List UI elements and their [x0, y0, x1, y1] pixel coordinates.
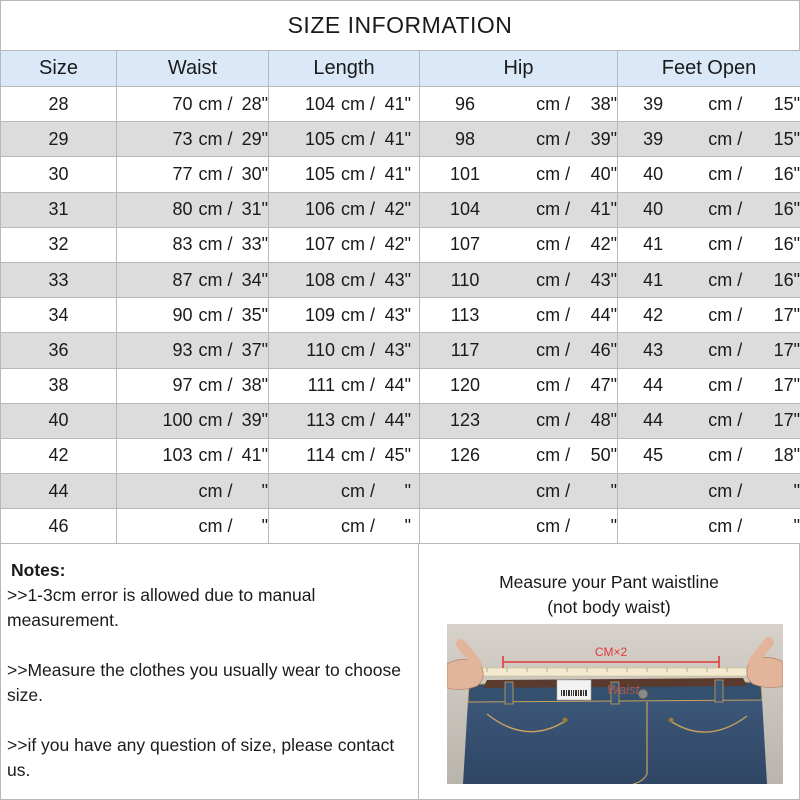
length-inch-value: ": [404, 480, 411, 501]
length-cell: [269, 262, 420, 297]
feet-cell: [618, 262, 800, 297]
hip-cm-unit: cm /: [536, 269, 571, 290]
length-cm-unit: cm /: [341, 410, 375, 431]
feet-cm-unit: cm /: [708, 339, 743, 360]
length-cm-value: 107: [304, 234, 335, 255]
hip-cm-value: 107: [450, 234, 481, 255]
waist-inch-value: 39": [241, 410, 268, 431]
feet-cm-unit: cm /: [708, 445, 743, 466]
feet-cell: [618, 474, 800, 509]
length-cm-unit: cm /: [341, 234, 375, 255]
hip-cell: [420, 122, 618, 157]
length-cell: [269, 368, 420, 403]
length-inch-value: 43": [384, 304, 411, 325]
hip-inch-value: 47": [590, 375, 617, 396]
waist-cm-unit: cm /: [198, 93, 233, 114]
length-cm-unit: cm /: [341, 128, 375, 149]
waist-cell: [117, 368, 269, 403]
feet-inch-value: 17": [773, 375, 800, 396]
length-cm-unit: cm /: [341, 304, 375, 325]
feet-cm-unit: cm /: [708, 234, 743, 255]
header-row: [1, 51, 800, 87]
hip-cell: [420, 87, 618, 122]
hip-cm-unit: cm /: [536, 93, 571, 114]
size-cell: 30: [1, 157, 117, 192]
length-inch-value: 43": [384, 269, 411, 290]
waist-tag-label: Waist: [606, 682, 640, 697]
hip-cm-value: 101: [450, 163, 481, 184]
hip-inch-value: 44": [590, 304, 617, 325]
hip-cm-unit: cm /: [536, 410, 571, 431]
length-cm-unit: cm /: [341, 445, 375, 466]
feet-cm-value: 39: [643, 93, 664, 114]
hip-cm-unit: cm /: [536, 199, 571, 220]
hip-inch-value: 50": [590, 445, 617, 466]
length-inch-value: 43": [384, 339, 411, 360]
waist-cm-unit: cm /: [198, 410, 233, 431]
table-row: [1, 333, 800, 368]
feet-inch-value: 17": [773, 410, 800, 431]
waist-cm-unit: cm /: [198, 304, 233, 325]
feet-cell: [618, 368, 800, 403]
length-cm-unit: cm /: [341, 480, 375, 501]
feet-cm-value: 39: [643, 128, 664, 149]
measure-caption: [419, 570, 799, 620]
waist-cell: [117, 192, 269, 227]
feet-cell: [618, 157, 800, 192]
waist-cm-value: 103: [162, 445, 193, 466]
hip-inch-value: 46": [590, 339, 617, 360]
feet-cm-value: 42: [643, 304, 664, 325]
waist-cell: [117, 122, 269, 157]
header-hip: Hip: [420, 51, 618, 87]
waist-cm-value: 73: [172, 128, 193, 149]
length-cell: [269, 298, 420, 333]
length-cell: [269, 509, 420, 544]
length-cm-value: 110: [306, 339, 335, 360]
size-cell: 38: [1, 368, 117, 403]
hip-inch-value: 39": [590, 128, 617, 149]
header-size: Size: [1, 51, 117, 87]
waist-cell: [117, 403, 269, 438]
table-row: [1, 227, 800, 262]
length-cm-value: 106: [304, 199, 335, 220]
feet-cm-unit: cm /: [708, 410, 743, 431]
measure-caption-line-2: (not body waist): [547, 597, 671, 617]
feet-inch-value: 16": [773, 199, 800, 220]
cm-x2-label: CM×2: [594, 645, 628, 659]
length-cm-value: 109: [304, 304, 335, 325]
length-cm-value: 113: [306, 410, 335, 431]
size-cell: 33: [1, 262, 117, 297]
size-cell: 36: [1, 333, 117, 368]
table-row: [1, 474, 800, 509]
feet-cm-value: 45: [643, 445, 664, 466]
notes-title: Notes:: [11, 560, 66, 580]
waist-measure-photo: [447, 624, 783, 784]
length-inch-value: ": [404, 515, 411, 536]
waist-cm-value: 70: [172, 93, 193, 114]
feet-cell: [618, 333, 800, 368]
hip-inch-value: ": [610, 480, 617, 501]
length-inch-value: 44": [384, 410, 411, 431]
waist-cm-unit: cm /: [198, 375, 233, 396]
hip-inch-value: ": [610, 515, 617, 536]
notes-section: [1, 544, 419, 799]
length-cm-unit: cm /: [341, 269, 375, 290]
chart-title: SIZE INFORMATION: [0, 0, 800, 50]
feet-inch-value: 16": [773, 234, 800, 255]
size-cell: 40: [1, 403, 117, 438]
hip-cell: [420, 474, 618, 509]
feet-inch-value: 18": [773, 445, 800, 466]
hip-inch-value: 38": [590, 93, 617, 114]
feet-cell: [618, 227, 800, 262]
waist-cm-value: 80: [172, 199, 193, 220]
length-cell: [269, 438, 420, 473]
feet-cell: [618, 298, 800, 333]
waist-cell: [117, 227, 269, 262]
header-feet-open: Feet Open: [618, 51, 800, 87]
size-table: [0, 50, 800, 544]
length-cm-unit: cm /: [341, 163, 375, 184]
waist-cm-value: 83: [172, 234, 193, 255]
waist-inch-value: 38": [241, 375, 268, 396]
hip-cm-value: 104: [450, 199, 481, 220]
length-cell: [269, 157, 420, 192]
hip-cell: [420, 509, 618, 544]
feet-cell: [618, 438, 800, 473]
waist-inch-value: 30": [241, 163, 268, 184]
feet-cm-unit: cm /: [708, 304, 743, 325]
length-cm-value: 104: [304, 93, 335, 114]
feet-cm-unit: cm /: [708, 199, 743, 220]
feet-cell: [618, 87, 800, 122]
size-table-body: [1, 87, 800, 544]
feet-cm-value: 43: [643, 339, 664, 360]
hip-cell: [420, 333, 618, 368]
size-cell: 32: [1, 227, 117, 262]
feet-cm-unit: cm /: [708, 480, 743, 501]
length-cm-unit: cm /: [341, 93, 375, 114]
waist-cell: [117, 157, 269, 192]
length-cm-unit: cm /: [341, 339, 375, 360]
feet-inch-value: 16": [773, 269, 800, 290]
feet-inch-value: ": [793, 515, 800, 536]
waist-inch-value: 29": [241, 128, 268, 149]
waist-cm-unit: cm /: [198, 269, 233, 290]
hip-cell: [420, 368, 618, 403]
waist-cm-unit: cm /: [198, 515, 233, 536]
hip-cell: [420, 157, 618, 192]
waist-inch-value: 41": [241, 445, 268, 466]
feet-cm-value: 41: [643, 269, 664, 290]
hip-cm-unit: cm /: [536, 339, 571, 360]
hip-cm-unit: cm /: [536, 234, 571, 255]
feet-cm-value: 40: [643, 199, 664, 220]
waist-cm-value: 100: [162, 410, 193, 431]
measure-section: [419, 544, 799, 799]
feet-inch-value: 17": [773, 304, 800, 325]
table-row: [1, 403, 800, 438]
feet-cm-value: 40: [643, 163, 664, 184]
feet-cell: [618, 509, 800, 544]
waist-cell: [117, 438, 269, 473]
hip-inch-value: 48": [590, 410, 617, 431]
feet-cm-unit: cm /: [708, 128, 743, 149]
hip-cell: [420, 438, 618, 473]
waist-inch-value: 28": [241, 93, 268, 114]
feet-inch-value: ": [793, 480, 800, 501]
table-row: [1, 298, 800, 333]
note-item: >>if you have any question of size, please contact us.: [7, 735, 395, 780]
feet-inch-value: 17": [773, 339, 800, 360]
table-row: [1, 157, 800, 192]
length-inch-value: 45": [384, 445, 411, 466]
header-length: Length: [269, 51, 420, 87]
length-cell: [269, 192, 420, 227]
hip-inch-value: 42": [590, 234, 617, 255]
length-cm-unit: cm /: [341, 375, 375, 396]
hip-cm-unit: cm /: [536, 480, 571, 501]
table-row: [1, 438, 800, 473]
waist-cm-unit: cm /: [198, 234, 233, 255]
hip-cm-value: 120: [450, 375, 481, 396]
jeans-illustration: [447, 624, 783, 784]
feet-cm-value: 44: [643, 375, 664, 396]
hip-cm-unit: cm /: [536, 163, 571, 184]
length-cell: [269, 227, 420, 262]
length-inch-value: 41": [384, 163, 411, 184]
length-cell: [269, 122, 420, 157]
length-cm-value: 108: [304, 269, 335, 290]
waist-cm-unit: cm /: [198, 339, 233, 360]
hip-cell: [420, 262, 618, 297]
hip-cm-unit: cm /: [536, 375, 571, 396]
waist-cm-value: 93: [172, 339, 193, 360]
length-cell: [269, 474, 420, 509]
hip-cell: [420, 403, 618, 438]
size-cell: 34: [1, 298, 117, 333]
waist-inch-value: 35": [241, 304, 268, 325]
length-cm-unit: cm /: [341, 199, 375, 220]
waist-cm-unit: cm /: [198, 128, 233, 149]
waist-cell: [117, 262, 269, 297]
length-cm-value: 105: [304, 128, 335, 149]
feet-cm-unit: cm /: [708, 269, 743, 290]
feet-cm-unit: cm /: [708, 515, 743, 536]
waist-inch-value: 31": [241, 199, 268, 220]
length-cell: [269, 403, 420, 438]
info-panel: [0, 543, 800, 800]
hip-cell: [420, 227, 618, 262]
table-row: [1, 192, 800, 227]
length-cm-value: 111: [307, 375, 335, 396]
feet-cell: [618, 403, 800, 438]
size-cell: 28: [1, 87, 117, 122]
hip-cm-unit: cm /: [536, 515, 571, 536]
length-inch-value: 41": [384, 93, 411, 114]
hip-cm-value: 113: [450, 304, 480, 325]
header-waist: Waist: [117, 51, 269, 87]
hip-cm-value: 117: [450, 339, 480, 360]
feet-inch-value: 15": [773, 93, 800, 114]
hip-cell: [420, 298, 618, 333]
table-row: [1, 509, 800, 544]
waist-inch-value: ": [261, 480, 268, 501]
waist-cm-unit: cm /: [198, 199, 233, 220]
waist-cell: [117, 509, 269, 544]
hip-cm-value: 96: [455, 93, 476, 114]
waist-cm-value: 97: [172, 375, 193, 396]
size-cell: 31: [1, 192, 117, 227]
hip-cm-unit: cm /: [536, 304, 571, 325]
hip-cm-value: 98: [455, 128, 476, 149]
length-inch-value: 42": [384, 234, 411, 255]
waist-cm-value: 77: [172, 163, 193, 184]
table-row: [1, 368, 800, 403]
table-row: [1, 262, 800, 297]
feet-cm-value: 44: [643, 410, 664, 431]
length-inch-value: 42": [384, 199, 411, 220]
hip-inch-value: 41": [590, 199, 617, 220]
size-cell: 42: [1, 438, 117, 473]
feet-cm-unit: cm /: [708, 375, 743, 396]
feet-cm-unit: cm /: [708, 163, 743, 184]
hip-cm-value: 126: [450, 445, 481, 466]
note-item: >>Measure the clothes you usually wear to choose size.: [7, 660, 401, 705]
size-cell: 44: [1, 474, 117, 509]
length-cm-value: 105: [304, 163, 335, 184]
feet-cm-unit: cm /: [708, 93, 743, 114]
length-inch-value: 44": [384, 375, 411, 396]
feet-cm-value: 41: [643, 234, 664, 255]
waist-inch-value: 33": [241, 234, 268, 255]
waist-inch-value: 34": [241, 269, 268, 290]
size-cell: 29: [1, 122, 117, 157]
waist-cell: [117, 333, 269, 368]
length-cell: [269, 333, 420, 368]
waist-cm-unit: cm /: [198, 445, 233, 466]
length-inch-value: 41": [384, 128, 411, 149]
waist-inch-value: 37": [241, 339, 268, 360]
table-row: [1, 122, 800, 157]
hip-inch-value: 43": [590, 269, 617, 290]
feet-inch-value: 16": [773, 163, 800, 184]
feet-cell: [618, 122, 800, 157]
waist-cell: [117, 87, 269, 122]
waist-inch-value: ": [261, 515, 268, 536]
length-cm-value: 114: [306, 445, 335, 466]
size-cell: 46: [1, 509, 117, 544]
waist-cell: [117, 474, 269, 509]
waist-cm-value: 90: [172, 304, 193, 325]
length-cell: [269, 87, 420, 122]
waist-cm-value: 87: [172, 269, 193, 290]
waist-cell: [117, 298, 269, 333]
hip-cell: [420, 192, 618, 227]
waist-cm-unit: cm /: [198, 163, 233, 184]
table-row: [1, 87, 800, 122]
feet-cell: [618, 192, 800, 227]
measure-caption-line-1: Measure your Pant waistline: [499, 572, 719, 592]
note-item: >>1-3cm error is allowed due to manual measurement.: [7, 585, 316, 630]
length-cm-unit: cm /: [341, 515, 375, 536]
hip-cm-unit: cm /: [536, 445, 571, 466]
feet-inch-value: 15": [773, 128, 800, 149]
hip-inch-value: 40": [590, 163, 617, 184]
hip-cm-value: 123: [450, 410, 481, 431]
hip-cm-value: 110: [450, 269, 480, 290]
waist-cm-unit: cm /: [198, 480, 233, 501]
hip-cm-unit: cm /: [536, 128, 571, 149]
